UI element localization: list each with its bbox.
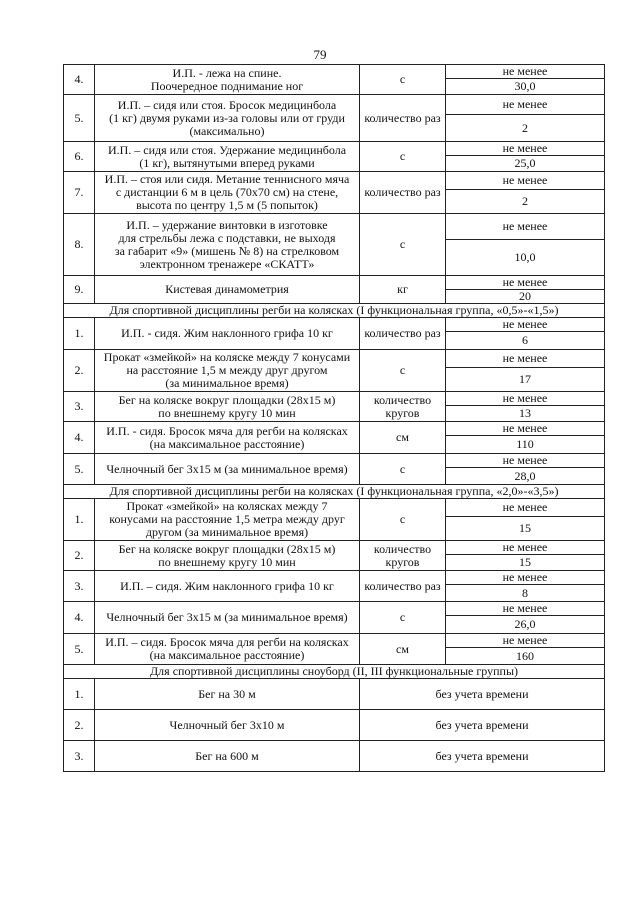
exercise-description: Прокат «змейкой» на колясках между 7 конусами на расстояние 1,5 метра между друг другом (за минимальное время) [95,499,360,541]
min-label: не менее [446,499,605,517]
row-number: 4. [64,422,95,454]
min-label: не менее [446,276,605,290]
table-row [64,541,605,555]
min-label: не менее [446,350,605,368]
table-row [64,65,605,79]
section-title: Для спортивной дисциплины регби на колясках (I функциональная группа, «0,5»-«1,5») [64,304,605,318]
unit-cell: с [360,602,446,634]
unit-cell: с [360,214,446,276]
exercise-description: Кистевая динамометрия [95,276,360,304]
row-number: 2. [64,710,95,741]
row-number: 5. [64,634,95,665]
norm-value: 15 [446,517,605,541]
unit-cell: количество раз [360,172,446,214]
exercise-description: И.П. – стоя или сидя. Метание теннисного мяча с дистанции 6 м в цель (70х70 см) на стене, высота по центру 1,5 м (5 попыток) [95,172,360,214]
min-label: не менее [446,172,605,190]
unit-cell: см [360,634,446,665]
row-number: 5. [64,454,95,485]
table-row [64,392,605,406]
exercise-description: И.П. – удержание винтовки в изготовке для стрельбы лежа с подставки, не выходя за габарит «9» (мишень № 8) на стрелковом электронном тренажере «СКАТТ» [95,214,360,276]
section-header-row [64,304,605,318]
row-number: 7. [64,172,95,214]
result-cell: без учета времени [360,679,605,710]
norm-value: 160 [446,648,605,665]
unit-cell: количество раз [360,571,446,602]
unit-cell: кг [360,276,446,304]
unit-cell: количество кругов [360,392,446,422]
unit-cell: количество раз [360,318,446,350]
table-row [64,95,605,115]
exercise-description: Челночный бег 3х15 м (за минимальное время) [95,454,360,485]
norm-value: 13 [446,406,605,422]
row-number: 1. [64,318,95,350]
row-number: 9. [64,276,95,304]
row-number: 3. [64,392,95,422]
unit-cell: количество раз [360,95,446,142]
unit-cell: с [360,65,446,95]
exercise-description: И.П. - лежа на спине. Поочередное поднимание ног [95,65,360,95]
section-header-row [64,665,605,679]
row-number: 2. [64,541,95,571]
exercise-description: И.П. – сидя. Жим наклонного грифа 10 кг [95,571,360,602]
min-label: не менее [446,454,605,468]
min-label: не менее [446,634,605,648]
exercise-description: И.П. - сидя. Жим наклонного грифа 10 кг [95,318,360,350]
exercise-description: Прокат «змейкой» на коляске между 7 конусами на расстояние 1,5 м между друг другом (за минимальное время) [95,350,360,392]
norm-value: 20 [446,290,605,304]
min-label: не менее [446,571,605,585]
row-number: 8. [64,214,95,276]
section-title: Для спортивной дисциплины регби на колясках (I функциональная группа, «2,0»-«3,5») [64,485,605,499]
exercise-description: Челночный бег 3х15 м (за минимальное время) [95,602,360,634]
table-row [64,679,605,710]
unit-cell: см [360,422,446,454]
row-number: 3. [64,741,95,772]
exercise-description: И.П. – сидя или стоя. Удержание медицинбола (1 кг), вытянутыми вперед руками [95,142,360,172]
norm-value: 30,0 [446,79,605,95]
min-label: не менее [446,214,605,240]
norm-value: 28,0 [446,468,605,485]
table-row [64,276,605,290]
unit-cell: с [360,350,446,392]
table-row [64,422,605,436]
norm-value: 110 [446,436,605,454]
min-label: не менее [446,95,605,115]
exercise-description: Бег на коляске вокруг площадки (28х15 м) по внешнему кругу 10 мин [95,392,360,422]
exercise-description: Бег на коляске вокруг площадки (28х15 м) по внешнему кругу 10 мин [95,541,360,571]
row-number: 1. [64,679,95,710]
page-number: 79 [313,47,327,62]
min-label: не менее [446,602,605,616]
norm-value: 10,0 [446,240,605,276]
min-label: не менее [446,142,605,156]
norm-value: 6 [446,332,605,350]
unit-cell: с [360,142,446,172]
result-cell: без учета времени [360,741,605,772]
min-label: не менее [446,422,605,436]
norm-value: 15 [446,555,605,571]
norm-value: 25,0 [446,156,605,172]
table-row [64,741,605,772]
exercise-description: И.П. – сидя или стоя. Бросок медицинбола (1 кг) двумя руками из-за головы или от груди (максимально) [95,95,360,142]
row-number: 3. [64,571,95,602]
table-row [64,710,605,741]
table-row [64,142,605,156]
table-row [64,454,605,468]
min-label: не менее [446,318,605,332]
exercise-description: Бег на 600 м [95,741,360,772]
table-row [64,499,605,517]
result-cell: без учета времени [360,710,605,741]
table-row [64,634,605,648]
unit-cell: с [360,499,446,541]
exercise-description: Бег на 30 м [95,679,360,710]
row-number: 6. [64,142,95,172]
table-row [64,214,605,240]
table-row [64,318,605,332]
unit-cell: количество кругов [360,541,446,571]
min-label: не менее [446,541,605,555]
table-row [64,172,605,190]
row-number: 1. [64,499,95,541]
norm-value: 17 [446,368,605,392]
exercise-description: Челночный бег 3х10 м [95,710,360,741]
norms-table [63,64,605,772]
section-title: Для спортивной дисциплины сноуборд (II, III функциональные группы) [64,665,605,679]
norm-value: 8 [446,585,605,602]
exercise-description: И.П. - сидя. Бросок мяча для регби на колясках (на максимальное расстояние) [95,422,360,454]
exercise-description: И.П. – сидя. Бросок мяча для регби на колясках (на максимальное расстояние) [95,634,360,665]
row-number: 4. [64,65,95,95]
table-row [64,571,605,585]
norm-value: 26,0 [446,616,605,634]
norm-value: 2 [446,190,605,214]
row-number: 4. [64,602,95,634]
row-number: 5. [64,95,95,142]
row-number: 2. [64,350,95,392]
min-label: не менее [446,65,605,79]
table-row [64,602,605,616]
min-label: не менее [446,392,605,406]
norm-value: 2 [446,115,605,142]
unit-cell: с [360,454,446,485]
table-row [64,350,605,368]
section-header-row [64,485,605,499]
